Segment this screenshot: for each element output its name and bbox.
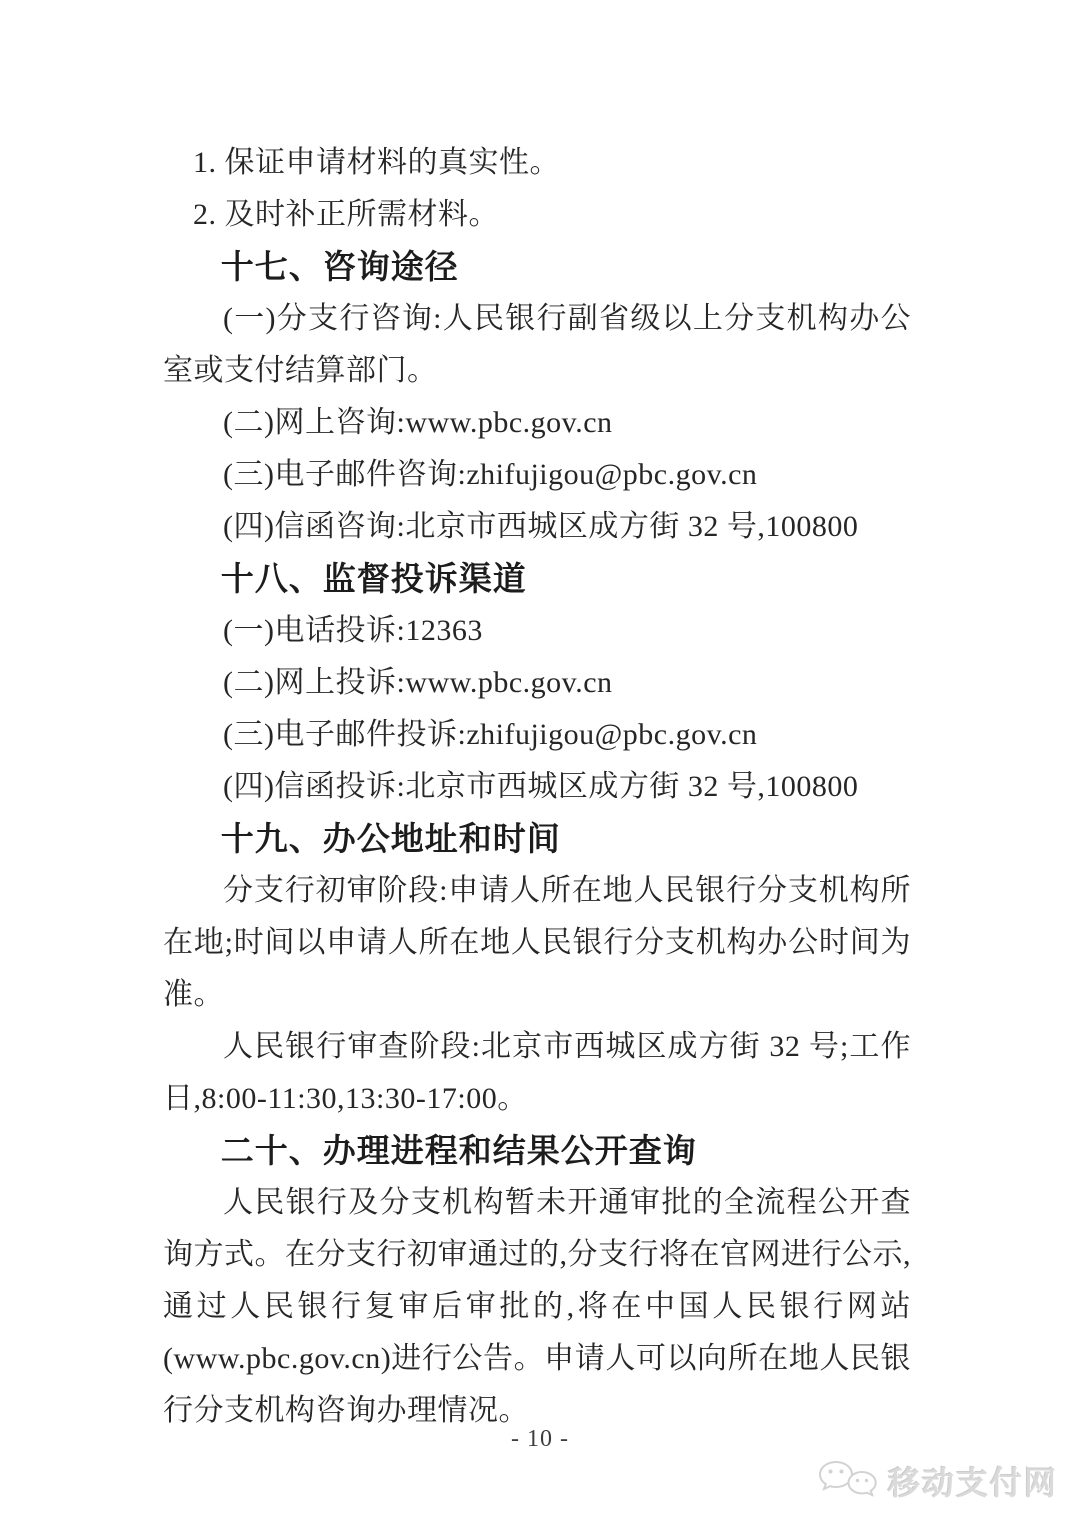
paragraph: 人民银行审查阶段:北京市西城区成方街 32 号;工作日,8:00-11:30,13:30-17:00。 bbox=[163, 1030, 911, 1115]
wechat-icon bbox=[816, 1458, 880, 1504]
paragraph: 分支行初审阶段:申请人所在地人民银行分支机构所在地;时间以申请人所在地人民银行分支机构办公时间为准。 bbox=[163, 874, 911, 1011]
watermark bbox=[816, 1458, 1058, 1504]
paragraph: (一)电话投诉:12363 bbox=[223, 614, 483, 647]
paragraph: (三)电子邮件投诉:zhifujigou@pbc.gov.cn bbox=[223, 718, 758, 751]
paragraph: (三)电子邮件咨询:zhifujigou@pbc.gov.cn bbox=[223, 458, 758, 491]
watermark-label: 移动支付网 bbox=[887, 1465, 1058, 1501]
paragraph: (四)信函咨询:北京市西城区成方街 32 号,100800 bbox=[223, 510, 859, 543]
section-heading: 十七、咨询途径 bbox=[220, 248, 459, 285]
paragraph: 2. 及时补正所需材料。 bbox=[193, 198, 499, 231]
page-number: - 10 - bbox=[511, 1426, 569, 1452]
section-heading: 二十、办理进程和结果公开查询 bbox=[220, 1132, 697, 1169]
paragraph: (二)网上咨询:www.pbc.gov.cn bbox=[223, 406, 613, 439]
section-heading: 十九、办公地址和时间 bbox=[220, 820, 561, 857]
paragraph: (一)分支行咨询:人民银行副省级以上分支机构办公室或支付结算部门。 bbox=[163, 302, 911, 387]
paragraph: 1. 保证申请材料的真实性。 bbox=[193, 146, 560, 179]
paragraph: (二)网上投诉:www.pbc.gov.cn bbox=[223, 666, 613, 699]
paragraph: (四)信函投诉:北京市西城区成方街 32 号,100800 bbox=[223, 770, 859, 803]
paragraph: 人民银行及分支机构暂未开通审批的全流程公开查询方式。在分支行初审通过的,分支行将在官网进行公示,通过人民银行复审后审批的,将在中国人民银行网站(www.pbc.gov.cn)进行公告。申请人可以向所在地人民银行分支机构咨询办理情况。 bbox=[163, 1186, 911, 1427]
document-body bbox=[163, 137, 911, 1437]
section-heading: 十八、监督投诉渠道 bbox=[220, 560, 527, 597]
